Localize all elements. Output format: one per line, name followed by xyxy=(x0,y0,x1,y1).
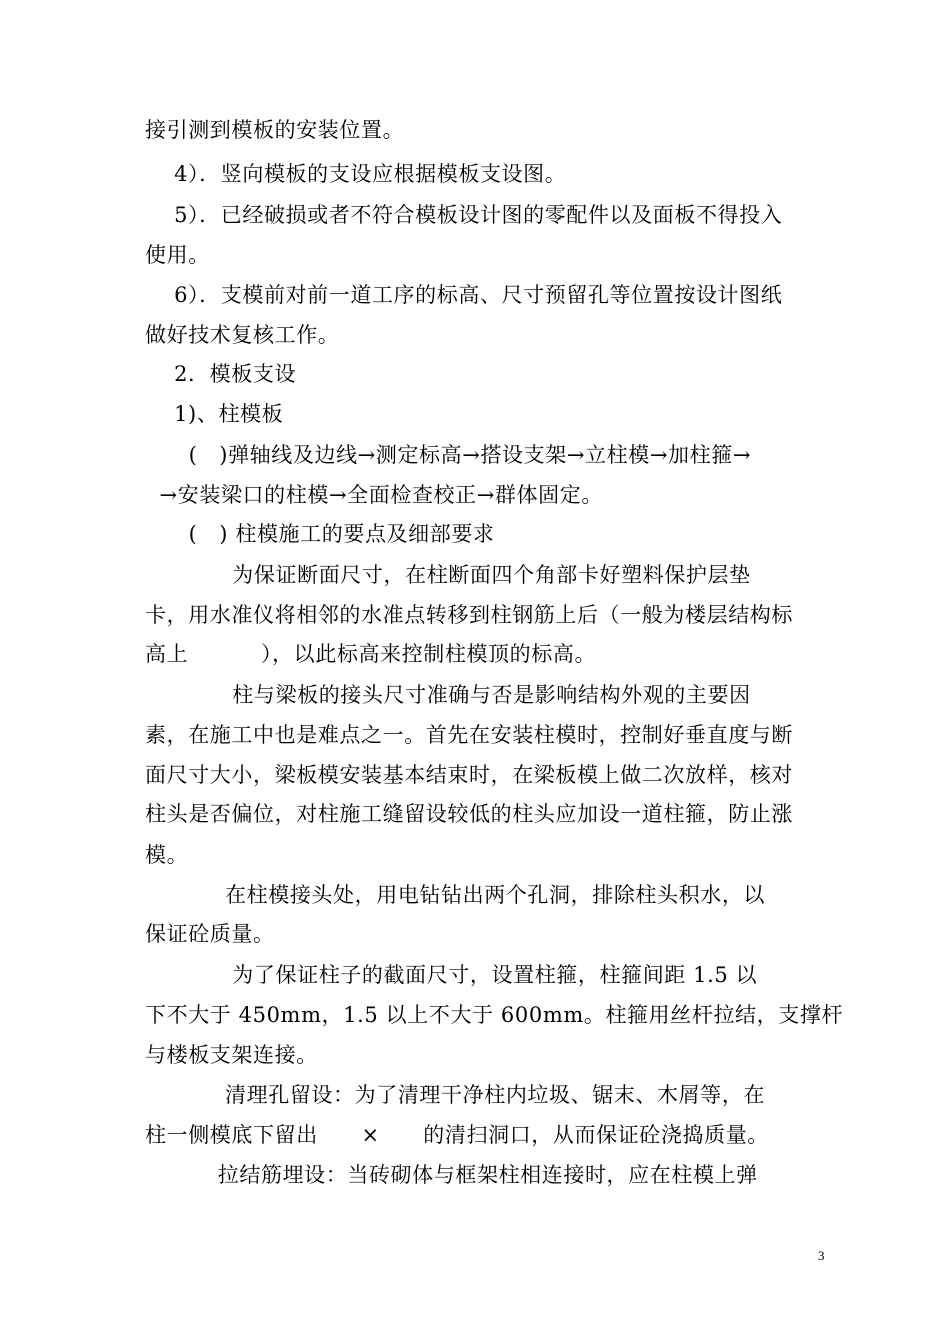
text-line: 5）．已经破损或者不符合模板设计图的零配件以及面板不得投入 xyxy=(145,203,783,227)
section-heading: 2．模板支设 xyxy=(145,362,297,386)
text-line: 高上 ），以此标高来控制柱模顶的标高。 xyxy=(145,642,597,666)
subsection-heading: 1)、柱模板 xyxy=(145,402,284,426)
text-line: 卡，用水准仪将相邻的水准点转移到柱钢筋上后（一般为楼层结构标 xyxy=(145,603,793,627)
text-line: 与楼板支架连接。 xyxy=(145,1043,318,1067)
text-line: 6）．支模前对前一道工序的标高、尺寸预留孔等位置按设计图纸 xyxy=(145,283,783,307)
text-line: ( ) 柱模施工的要点及细部要求 xyxy=(145,522,495,546)
text-line: 清理孔留设：为了清理干净柱内垃圾、锯末、木屑等，在 xyxy=(145,1083,766,1107)
page-number: 3 xyxy=(818,1248,825,1263)
text-line: 保证砼质量。 xyxy=(145,922,275,946)
text-line: 拉结筋埋设：当砖砌体与框架柱相连接时，应在柱模上弹 xyxy=(145,1163,758,1187)
text-line: 柱一侧模底下留出 × 的清扫洞口，从而保证砼浇捣质量。 xyxy=(145,1123,769,1147)
text-line: ( )弹轴线及边线→测定标高→搭设支架→立柱模→加柱箍→ xyxy=(145,443,752,467)
text-line: 柱头是否偏位，对柱施工缝留设较低的柱头应加设一道柱箍，防止涨 xyxy=(145,802,793,826)
text-line: 为了保证柱子的截面尺寸，设置柱箍，柱箍间距 1.5 以 xyxy=(145,963,758,987)
text-line: →安装梁口的柱模→全面检查校正→群体固定。 xyxy=(145,483,603,507)
text-line: 素，在施工中也是难点之一。首先在安装柱模时，控制好垂直度与断 xyxy=(145,723,793,747)
text-line: 在柱模接头处，用电钻钻出两个孔洞，排除柱头积水，以 xyxy=(145,883,766,907)
text-line: 使用。 xyxy=(145,243,210,267)
text-line: 柱与梁板的接头尺寸准确与否是影响结构外观的主要因 xyxy=(145,683,751,707)
text-line: 做好技术复核工作。 xyxy=(145,323,340,347)
text-line: 接引测到模板的安装位置。 xyxy=(145,118,405,142)
text-line: 面尺寸大小，梁板模安装基本结束时，在梁板模上做二次放样，核对 xyxy=(145,763,793,787)
text-line: 下不大于 450mm，1.5 以上不大于 600mm。柱箍用丝杆拉结，支撑杆 xyxy=(145,1003,844,1027)
text-line: 4）．竖向模板的支设应根据模板支设图。 xyxy=(145,162,567,186)
text-line: 模。 xyxy=(145,843,189,867)
text-line: 为保证断面尺寸，在柱断面四个角部卡好塑料保护层垫 xyxy=(145,563,751,587)
